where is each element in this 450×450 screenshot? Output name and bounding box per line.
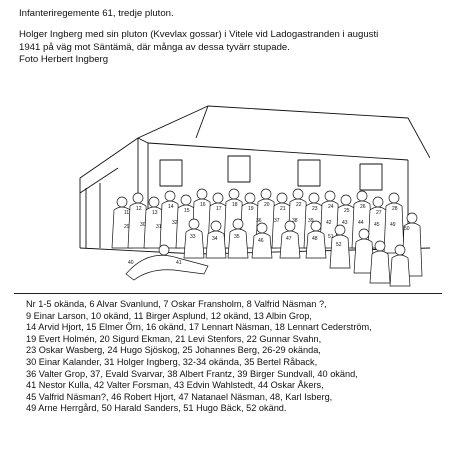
figure-id: 52 (336, 242, 342, 248)
figure-id: 11 (124, 210, 130, 216)
figure-id: 47 (286, 236, 292, 242)
figure-id: 29 (124, 224, 130, 230)
caption-line: 45 Valfrid Näsman?, 46 Robert Hjort, 47 Natanael Näsman, 48, Karl Isberg, (26, 391, 333, 402)
caption-line: 23 Oskar Wasberg, 24 Hugo Sjöskog, 25 Johannes Berg, 26-29 okända, (26, 345, 321, 356)
caption-line: Nr 1-5 okända, 6 Alvar Svanlund, 7 Oskar Fransholm, 8 Valfrid Näsman ?, (26, 299, 327, 309)
figure-id: 16 (200, 202, 206, 208)
figure-id: 35 (234, 234, 240, 240)
figure-id: 44 (358, 220, 364, 226)
caption-line: 9 Einar Larson, 10 okänd, 11 Birger Asplund, 12 okänd, 13 Albin Grop, (26, 310, 312, 321)
header (19, 8, 439, 67)
figure-id: 51 (328, 234, 334, 240)
figure-id: 14 (168, 204, 174, 210)
caption-line: 30 Einar Kalander, 31 Holger Ingberg, 32-34 okända, 35 Bertel Råback, (26, 356, 318, 367)
figure-id: 20 (264, 202, 270, 208)
figure-id: 49 (390, 222, 396, 228)
figure-id: 50 (404, 226, 410, 232)
divider (14, 293, 442, 294)
figure-id: 12 (136, 206, 142, 212)
caption-line: 49 Arne Herrgård, 50 Harald Sanders, 51 Hugo Bäck, 52 okänd. (26, 403, 287, 414)
figure-id: 43 (342, 220, 348, 226)
figure-id: 23 (312, 206, 318, 212)
figure-id: 25 (344, 208, 350, 214)
figure-id: 15 (184, 208, 190, 214)
figure-id: 36 (256, 218, 262, 224)
figure-id: 39 (308, 218, 314, 224)
caption-line: 14 Arvid Hjort, 15 Elmer Örn, 16 okänd, 17 Lennart Näsman, 18 Lennart Cederström, (26, 322, 372, 333)
figure-id: 28 (392, 206, 398, 212)
figure-id: 13 (152, 210, 158, 216)
caption-line: 19 Evert Holmén, 20 Sigurd Ekman, 21 Levi Stenfors, 22 Gunnar Svahn, (26, 333, 322, 344)
figure-id: 40 (128, 260, 134, 266)
description-line-1: Holger Ingberg med sin pluton (Kvevlax gossar) i Vitele vid Ladogastranden i augusti (19, 29, 379, 41)
group-photo-outline-drawing (78, 98, 430, 298)
caption-name-list (26, 299, 441, 415)
figure-id: 45 (374, 222, 380, 228)
caption-line: 41 Nestor Kulla, 42 Valter Forsman, 43 Edvin Wahlstedt, 44 Oskar Åkers, (26, 380, 324, 391)
figure-id: 18 (232, 202, 238, 208)
figure-id: 32 (172, 220, 178, 226)
figure-id: 27 (376, 210, 382, 216)
photo-credit: Foto Herbert Ingberg (19, 54, 109, 66)
figure-id: 41 (176, 260, 182, 266)
figure-id: 33 (190, 234, 196, 240)
outline-drawing-svg (78, 98, 430, 298)
description-line-2: 1941 på väg mot Säntämä, där många av dessa tyvärr stupade. (19, 41, 290, 53)
figure-id: 37 (274, 218, 280, 224)
figure-id: 17 (216, 206, 222, 212)
figure-id: 48 (312, 236, 318, 242)
figure-id: 42 (326, 220, 332, 226)
figure-id: 34 (212, 236, 218, 242)
figure-id: 21 (280, 206, 286, 212)
figure-id: 38 (292, 218, 298, 224)
figure-id: 22 (296, 202, 302, 208)
figure-id: 19 (248, 206, 254, 212)
caption-line: 36 Valter Grop, 37, Evald Svarvar, 38 Albert Frantz, 39 Birger Sundvall, 40 okänd, (26, 368, 358, 379)
document-title: Infanteriregemente 61, tredje pluton. (19, 8, 174, 19)
figure-id: 31 (156, 224, 162, 230)
figure-id: 30 (140, 222, 146, 228)
figure-id: 24 (328, 204, 334, 210)
figure-id: 46 (258, 238, 264, 244)
figure-id: 26 (360, 204, 366, 210)
